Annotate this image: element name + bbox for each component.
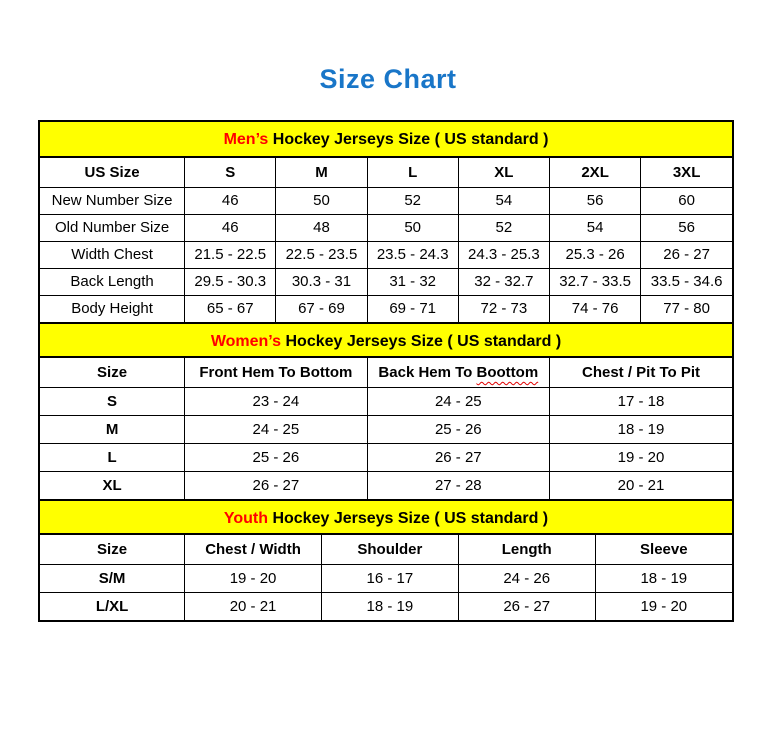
table-row [40,471,732,499]
cell: 32 - 32.7 [458,268,549,295]
womens-header-row [40,358,732,387]
cell: 54 [458,187,549,214]
cell: 72 - 73 [458,295,549,322]
cell: 50 [276,187,367,214]
mens-section-title [40,122,732,158]
cell: 29.5 - 30.3 [185,268,276,295]
table-row [40,187,732,214]
cell: 19 - 20 [185,564,322,592]
cell: 23.5 - 24.3 [367,241,458,268]
womens-section-rest: Hockey Jerseys Size ( US standard ) [281,333,562,350]
table-row [40,387,732,415]
row-label: XL [40,471,185,499]
cell: 24 - 25 [367,387,549,415]
cell: 32.7 - 33.5 [550,268,641,295]
cell: 18 - 19 [321,592,458,620]
row-label: Back Length [40,268,185,295]
mens-section-name: Men’s [223,131,269,148]
youth-section-rest: Hockey Jerseys Size ( US standard ) [268,510,549,527]
column-header-size: Size [40,535,185,564]
row-label: Old Number Size [40,214,185,241]
row-label: S/M [40,564,185,592]
mens-section-rest: Hockey Jerseys Size ( US standard ) [268,131,549,148]
column-header-s: S [185,158,276,187]
cell: 26 - 27 [641,241,732,268]
cell: 26 - 27 [185,471,367,499]
row-label: Body Height [40,295,185,322]
table-row [40,214,732,241]
column-header-chest-width: Chest / Width [185,535,322,564]
column-header-us-size: US Size [40,158,185,187]
cell: 56 [641,214,732,241]
column-header-sleeve: Sleeve [595,535,732,564]
cell: 46 [185,187,276,214]
row-label: New Number Size [40,187,185,214]
row-label: S [40,387,185,415]
cell: 23 - 24 [185,387,367,415]
row-label: M [40,415,185,443]
table-row [40,592,732,620]
cell: 21.5 - 22.5 [185,241,276,268]
womens-section-title [40,322,732,358]
column-header-shoulder: Shoulder [321,535,458,564]
cell: 31 - 32 [367,268,458,295]
cell: 18 - 19 [595,564,732,592]
back-hem-prefix: Back Hem To [378,363,477,381]
cell: 54 [550,214,641,241]
row-label: Width Chest [40,241,185,268]
cell: 65 - 67 [185,295,276,322]
cell: 24 - 26 [458,564,595,592]
column-header-back-hem [367,358,549,387]
cell: 69 - 71 [367,295,458,322]
page-title: Size Chart [319,64,457,94]
size-chart [38,120,734,622]
womens-section-name: Women’s [210,333,282,350]
table-row [40,295,732,322]
womens-size-table [40,358,732,499]
mens-size-table [40,158,732,322]
cell: 56 [550,187,641,214]
cell: 20 - 21 [550,471,732,499]
table-row [40,564,732,592]
cell: 20 - 21 [185,592,322,620]
youth-section-title [40,499,732,535]
cell: 25 - 26 [367,415,549,443]
column-header-xl: XL [458,158,549,187]
column-header-size: Size [40,358,185,387]
cell: 27 - 28 [367,471,549,499]
cell: 24 - 25 [185,415,367,443]
cell: 18 - 19 [550,415,732,443]
table-row [40,415,732,443]
table-row [40,268,732,295]
mens-header-row [40,158,732,187]
cell: 25.3 - 26 [550,241,641,268]
cell: 24.3 - 25.3 [458,241,549,268]
column-header-front-hem: Front Hem To Bottom [185,358,367,387]
column-header-3xl: 3XL [641,158,732,187]
cell: 19 - 20 [595,592,732,620]
cell: 60 [641,187,732,214]
youth-size-table [40,535,732,620]
cell: 17 - 18 [550,387,732,415]
youth-section-name: Youth [223,510,268,527]
row-label: L/XL [40,592,185,620]
table-row [40,443,732,471]
cell: 77 - 80 [641,295,732,322]
cell: 33.5 - 34.6 [641,268,732,295]
table-row [40,241,732,268]
column-header-chest-pit: Chest / Pit To Pit [550,358,732,387]
cell: 46 [185,214,276,241]
cell: 52 [458,214,549,241]
cell: 74 - 76 [550,295,641,322]
cell: 16 - 17 [321,564,458,592]
column-header-2xl: 2XL [550,158,641,187]
column-header-m: M [276,158,367,187]
row-label: L [40,443,185,471]
cell: 48 [276,214,367,241]
cell: 25 - 26 [185,443,367,471]
cell: 26 - 27 [458,592,595,620]
cell: 30.3 - 31 [276,268,367,295]
cell: 19 - 20 [550,443,732,471]
cell: 50 [367,214,458,241]
cell: 26 - 27 [367,443,549,471]
back-hem-misspelled-word: Boottom [476,363,539,381]
cell: 67 - 69 [276,295,367,322]
cell: 22.5 - 23.5 [276,241,367,268]
column-header-length: Length [458,535,595,564]
youth-header-row [40,535,732,564]
cell: 52 [367,187,458,214]
column-header-l: L [367,158,458,187]
